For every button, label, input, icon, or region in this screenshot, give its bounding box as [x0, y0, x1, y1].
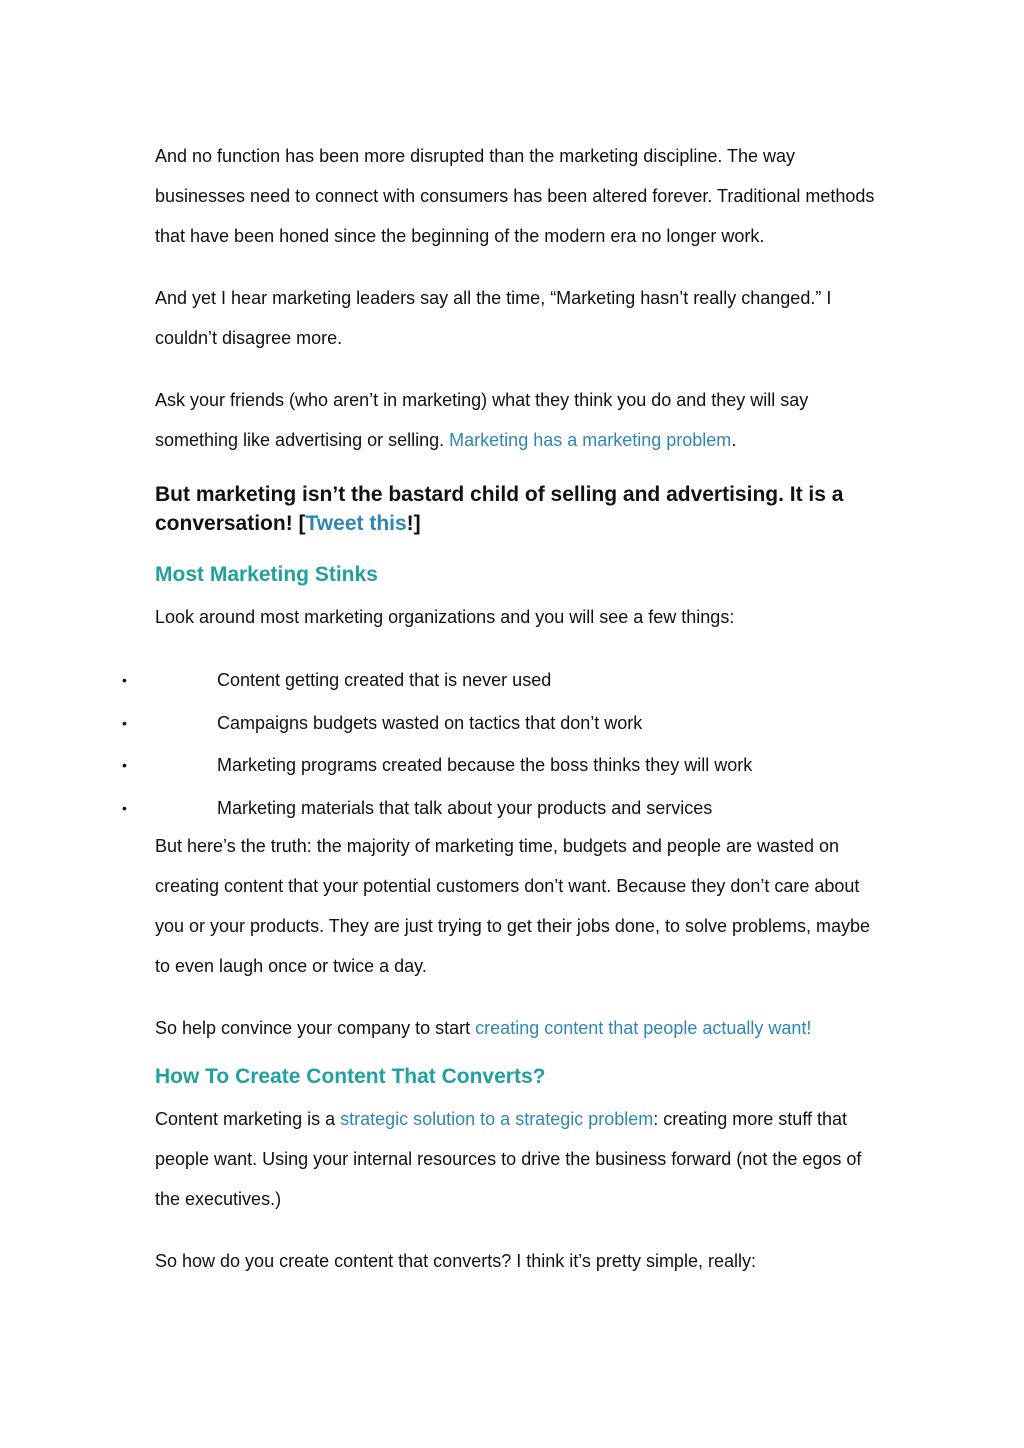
help-convince-text: So help convince your company to start	[155, 1018, 476, 1038]
ask-friends-text: Ask your friends (who aren’t in marketing) what they think you do and they will say something like advertising or selling.	[155, 390, 809, 450]
list-item-text: Content getting created that is never used	[217, 670, 552, 690]
bullet-icon: •	[122, 672, 127, 688]
list-item-text: Marketing materials that talk about your products and services	[217, 797, 713, 818]
paragraph-how-convert: So how do you create content that converts? I think it’s pretty simple, really:	[155, 1251, 756, 1271]
marketing-problem-link[interactable]: Marketing has a marketing problem	[449, 430, 732, 450]
callout-end: !]	[406, 512, 421, 535]
list-item-text: Campaigns budgets wasted on tactics that don’t work	[217, 712, 643, 733]
list-item-text: Marketing programs created because the boss thinks they will work	[217, 755, 753, 775]
content-marketing-start: Content marketing is a	[155, 1109, 341, 1129]
paragraph-content-marketing	[155, 1099, 875, 1219]
list-item	[0, 787, 900, 830]
list-item	[0, 702, 900, 745]
list-item	[0, 744, 900, 787]
paragraph-ask-friends	[155, 380, 875, 460]
strategic-solution-link[interactable]: strategic solution to a strategic problem	[340, 1109, 654, 1129]
paragraph-look-around: Look around most marketing organizations and you will see a few things:	[155, 607, 735, 627]
heading-create-content: How To Create Content That Converts?	[155, 1065, 546, 1088]
callout-text: But marketing isn’t the bastard child of selling and advertising. It is a conversation! [	[155, 483, 844, 535]
list-item	[0, 659, 900, 702]
bullet-icon: •	[122, 757, 127, 773]
paragraph-help-convince	[155, 1008, 875, 1048]
paragraph-marketing-leaders: And yet I hear marketing leaders say all the time, “Marketing hasn’t really changed.” I couldn’t disagree more.	[155, 288, 832, 348]
document-page	[122, 136, 875, 1281]
content-marketing-end: : creating more stuff that people want. Using your internal resources to drive the business forward (not the egos of the executives.)	[155, 1109, 862, 1209]
callout-quote	[155, 480, 875, 538]
bullet-list	[0, 659, 900, 829]
paragraph-disruption: And no function has been more disrupted than the marketing discipline. The way businesses need to connect with consumers has been altered forever. Traditional methods that have been honed since the beginning of the modern era no longer work.	[155, 146, 875, 246]
heading-most-marketing-stinks: Most Marketing Stinks	[155, 563, 378, 586]
tweet-this-link[interactable]: Tweet this	[305, 512, 407, 535]
paragraph-truth: But here’s the truth: the majority of marketing time, budgets and people are wasted on creating content that your potential customers don’t want. Because they don’t care about you or your products. They are just trying to get their jobs done, to solve problems, maybe to even laugh once or twice a day.	[155, 836, 871, 976]
ask-friends-end: .	[731, 430, 737, 450]
bullet-icon: •	[122, 799, 127, 816]
creating-content-link[interactable]: creating content that people actually want!	[475, 1018, 812, 1038]
bullet-icon: •	[122, 714, 127, 731]
